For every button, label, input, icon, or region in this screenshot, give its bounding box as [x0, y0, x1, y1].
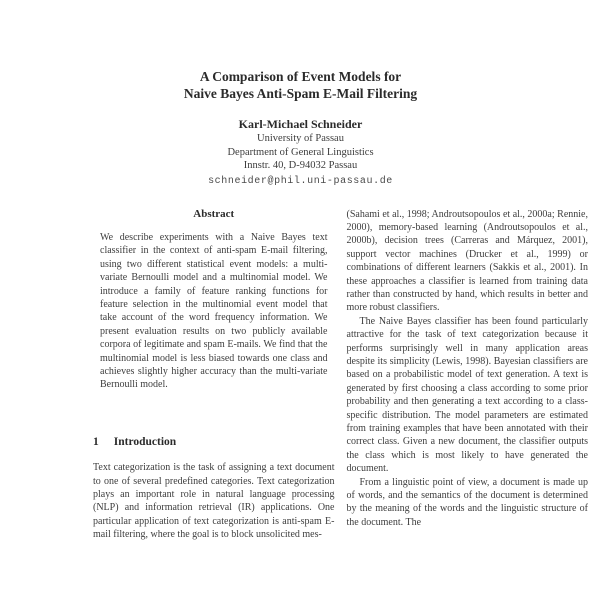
- introduction-paragraph: Text categorization is the task of assigning a text document to one of several predefined categories. Text categorization plays an important role in natural language processing (NLP) and information retrieval (IR) applications. One particular application of text categorization is anti-spam E-mail filtering, where the goal is to block unsolicited mes-: [93, 462, 335, 541]
- author-affiliation-department: Department of General Linguistics: [227, 146, 374, 158]
- author-affiliation-university: University of Passau: [257, 133, 344, 144]
- author-email: schneider@phil.uni-passau.de: [208, 175, 393, 187]
- section-title: Introduction: [113, 435, 177, 448]
- section-heading-introduction: [93, 436, 335, 449]
- abstract-text: We describe experiments with a Naive Bayes text classifier in the context of anti-spam E-mail filtering, using two different statistical event models: a multi-variate Bernoulli model and a multinomial model. We introduce a family of feature ranking functions for feature selection in the multinomial event model that take account of the word frequency information. We present evaluation results on two publicly available corpora of legitimate and spam E-mails. We find that the multinomial model is less biased towards one class and achieves slightly higher accuracy than the multi-variate Bernoulli model.: [100, 231, 328, 391]
- column-right: [347, 208, 589, 542]
- section-number: 1: [93, 435, 99, 448]
- paper-title-line-1: A Comparison of Event Models for: [199, 69, 402, 84]
- paper-title: [93, 68, 508, 102]
- right-column-paragraph-3: From a linguistic point of view, a document is made up of words, and the semantics of the document is determined by the meaning of the words and the linguistic structure of the document. The: [346, 476, 588, 528]
- column-left: [93, 208, 335, 542]
- abstract-heading: Abstract: [193, 207, 235, 220]
- right-column-paragraph-2: The Naive Bayes classifier has been found particularly attractive for the task of text categorization because it performs surprisingly well in many application areas despite its simplicity (Lewis, 1998). Bayesian classifiers are based on a probabilistic model of text generation. A text is generated by first choosing a class according to some prior probability and then generating a text according to a class-specific distribution. The model parameters are estimated from training examples that have been annotated with their correct class. Given a new document, the classifier outputs the class which is most likely to have generated the document.: [346, 315, 588, 475]
- paper-header: [93, 68, 508, 187]
- paper-title-line-2: Naive Bayes Anti-Spam E-Mail Filtering: [183, 86, 418, 101]
- author-address: Innstr. 40, D-94032 Passau: [243, 160, 358, 171]
- two-column-body: [93, 208, 588, 542]
- right-column-paragraph-1: (Sahami et al., 1998; Androutsopoulos et al., 2000a; Rennie, 2000), memory-based learning (Androutsopoulos et al., 2000b), decision trees (Carreras and Márquez, 2001), support vector machines (Drucker et al., 1999) or combinations of different learners (Sakkis et al., 2001). In these approaches a classifier is learned from training data rather than constructed by hand, which results in better and more robust classifiers.: [346, 208, 588, 314]
- author-name: Karl-Michael Schneider: [238, 117, 363, 131]
